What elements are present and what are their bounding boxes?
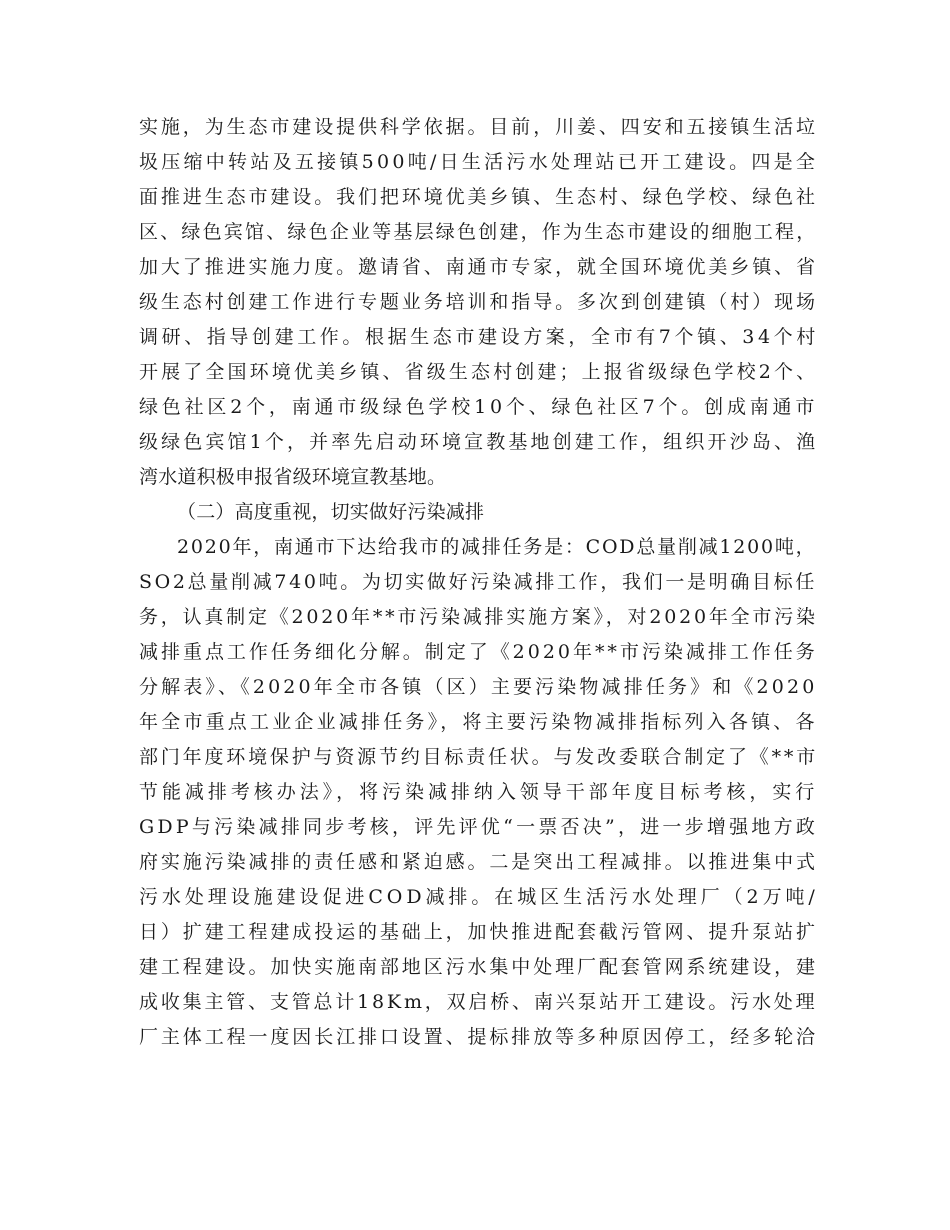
text-line: 日）扩建工程建成投运的基础上，加快推进配套截污管网、提升泵站扩	[139, 921, 818, 943]
text-line: 减排重点工作任务细化分解。制定了《2020年**市污染减排工作任务	[139, 641, 818, 663]
text-line: 污水处理设施建设促进COD减排。在城区生活污水处理厂（2万吨/	[139, 886, 819, 908]
text-line: 实施，为生态市建设提供科学依据。目前，川姜、四安和五接镇生活垃	[139, 116, 818, 138]
text-line: 年全市重点工业企业减排任务》，将主要污染物减排指标列入各镇、各	[139, 711, 818, 733]
text-line: 厂主体工程一度因长江排口设置、提标排放等多种原因停工，经多轮洽	[139, 1026, 818, 1048]
text-line: 级生态村创建工作进行专题业务培训和指导。多次到创建镇（村）现场	[139, 291, 818, 313]
text-line: （二）高度重视，切实做好污染减排	[177, 501, 485, 523]
text-line: 开展了全国环境优美乡镇、省级生态村创建；上报省级绿色学校2个、	[139, 361, 819, 383]
text-line: 区、绿色宾馆、绿色企业等基层绿色创建，作为生态市建设的细胞工程，	[139, 221, 818, 243]
text-line: 节能减排考核办法》，将污染减排纳入领导干部年度目标考核，实行	[139, 781, 819, 803]
text-line: 2020年，南通市下达给我市的减排任务是：COD总量削减1200吨，	[177, 536, 817, 558]
text-line: 调研、指导创建工作。根据生态市建设方案，全市有7个镇、34个村	[139, 326, 819, 348]
text-line: SO2总量削减740吨。为切实做好污染减排工作，我们一是明确目标任	[139, 571, 818, 593]
text-line: 部门年度环境保护与资源节约目标责任状。与发改委联合制定了《**市	[139, 746, 819, 768]
text-line: 圾压缩中转站及五接镇500吨/日生活污水处理站已开工建设。四是全	[139, 151, 819, 173]
text-line: 建工程建设。加快实施南部地区污水集中处理厂配套管网系统建设，建	[139, 956, 818, 978]
text-line: 面推进生态市建设。我们把环境优美乡镇、生态村、绿色学校、绿色社	[139, 186, 818, 208]
text-line: 府实施污染减排的责任感和紧迫感。二是突出工程减排。以推进集中式	[139, 851, 818, 873]
text-line: 湾水道积极申报省级环境宣教基地。	[139, 466, 447, 488]
text-line: 加大了推进实施力度。邀请省、南通市专家，就全国环境优美乡镇、省	[139, 256, 818, 278]
text-line: 务，认真制定《2020年**市污染减排实施方案》，对2020年全市污染	[139, 606, 818, 628]
text-line: GDP与污染减排同步考核，评先评优“一票否决”，进一步增强地方政	[139, 816, 819, 838]
text-line: 级绿色宾馆1个，并率先启动环境宣教基地创建工作，组织开沙岛、渔	[139, 431, 819, 453]
text-line: 成收集主管、支管总计18Km，双启桥、南兴泵站开工建设。污水处理	[139, 991, 818, 1013]
body-text	[139, 110, 819, 1055]
text-line: 绿色社区2个，南通市级绿色学校10个、绿色社区7个。创成南通市	[139, 396, 819, 418]
text-line: 分解表》、《2020年全市各镇（区）主要污染物减排任务》和《2020	[139, 676, 818, 698]
